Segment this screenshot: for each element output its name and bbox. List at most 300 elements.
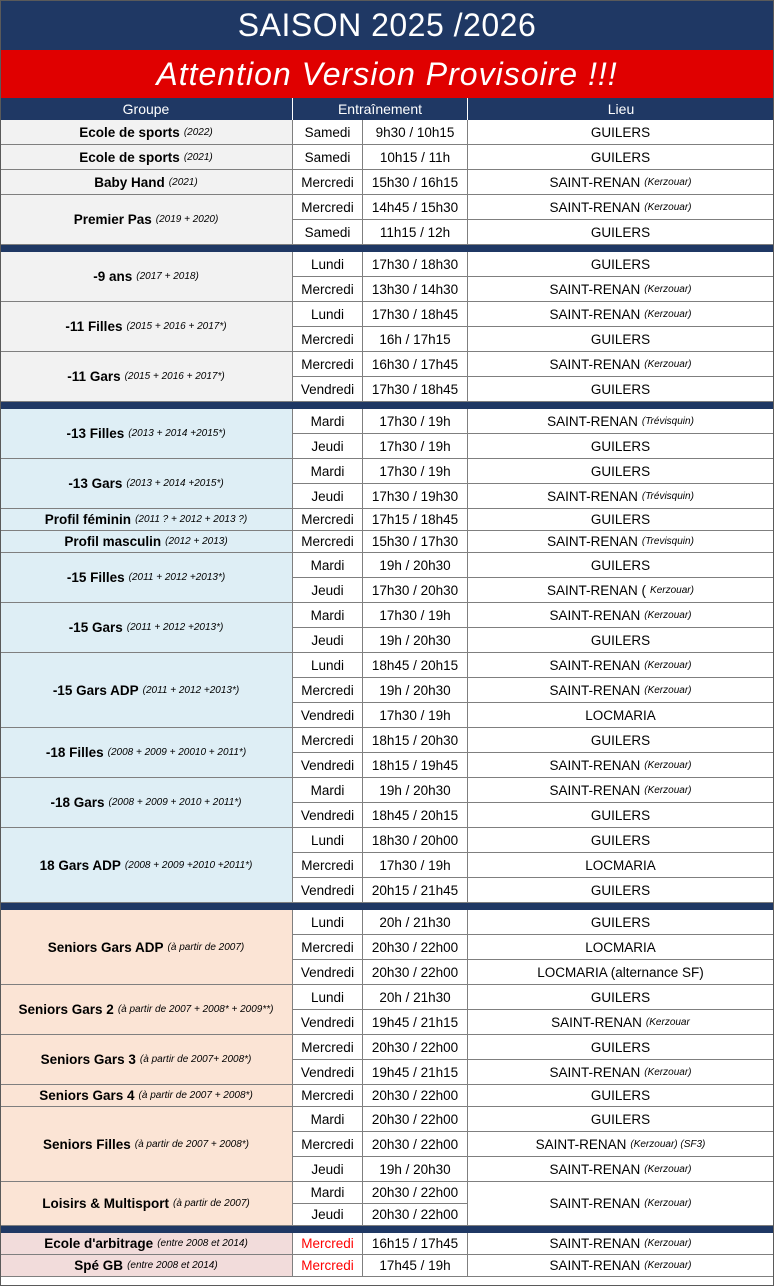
place-cell <box>468 1060 774 1085</box>
training-time: 20h30 / 22h00 <box>371 1136 459 1152</box>
place-detail-note: (Kerzouar) <box>644 684 692 696</box>
training-day: Samedi <box>304 224 351 240</box>
training-time: 18h45 / 20h15 <box>371 807 459 823</box>
training-time: 13h30 / 14h30 <box>371 281 459 297</box>
group-name: 18 Gars ADP <box>39 857 121 873</box>
training-day: Lundi <box>310 914 345 930</box>
training-day-cell <box>293 553 363 578</box>
place-name: SAINT-RENAN <box>535 1136 627 1152</box>
training-day-cell <box>293 578 363 603</box>
place-cell <box>468 778 774 803</box>
group-years-note: (2013 + 2014 +2015*) <box>126 478 224 489</box>
training-time: 18h30 / 20h00 <box>371 832 459 848</box>
training-time: 15h30 / 17h30 <box>371 534 459 549</box>
training-time-cell <box>363 170 468 195</box>
training-day: Mercredi <box>301 732 354 748</box>
place-cell <box>468 1132 774 1157</box>
group-name-cell <box>0 409 293 459</box>
training-time: 19h45 / 21h15 <box>371 1014 459 1030</box>
training-day-cell <box>293 803 363 828</box>
place-name: SAINT-RENAN <box>549 281 641 297</box>
column-header-place: Lieu <box>468 98 774 120</box>
place-cell <box>468 1233 774 1255</box>
place-cell <box>468 628 774 653</box>
training-time-cell <box>363 327 468 352</box>
group-years-note: (2008 + 2009 + 20010 + 2011*) <box>107 747 247 758</box>
place-name: SAINT-RENAN <box>549 1064 641 1080</box>
place-name: SAINT-RENAN <box>549 1258 641 1273</box>
training-day: Mercredi <box>301 1136 354 1152</box>
training-day: Mercredi <box>301 682 354 698</box>
training-day: Mercredi <box>301 1088 354 1103</box>
training-time: 17h15 / 18h45 <box>371 512 459 527</box>
group-years-note: (à partir de 2007 + 2008*) <box>138 1090 253 1101</box>
place-detail-note: (Kerzouar) (SF3) <box>630 1138 706 1150</box>
place-cell <box>468 484 774 509</box>
training-time: 16h / 17h15 <box>379 331 451 347</box>
training-time-cell <box>363 302 468 327</box>
training-day-cell <box>293 145 363 170</box>
place-name: SAINT-RENAN <box>549 757 641 773</box>
training-day-cell <box>293 1157 363 1182</box>
place-cell <box>468 828 774 853</box>
place-cell <box>468 1182 774 1226</box>
place-cell <box>468 252 774 277</box>
training-day: Jeudi <box>311 1161 344 1177</box>
place-name: GUILERS <box>590 807 651 823</box>
training-time-cell <box>363 377 468 402</box>
place-cell <box>468 302 774 327</box>
place-cell <box>468 277 774 302</box>
training-day-cell <box>293 728 363 753</box>
training-time: 17h30 / 19h <box>379 413 451 429</box>
place-name: GUILERS <box>590 732 651 748</box>
group-name: -15 Gars ADP <box>52 682 139 698</box>
training-time: 17h30 / 20h30 <box>371 582 459 598</box>
training-time-cell <box>363 1132 468 1157</box>
place-cell <box>468 578 774 603</box>
place-cell <box>468 853 774 878</box>
training-day: Mercredi <box>301 281 354 297</box>
place-name: GUILERS <box>590 149 651 165</box>
group-years-note: (à partir de 2007) <box>167 941 245 953</box>
group-years-note: (à partir de 2007) <box>173 1198 250 1209</box>
group-name-cell <box>0 1085 293 1107</box>
place-name: SAINT-RENAN <box>549 199 641 215</box>
place-name: SAINT-RENAN <box>547 488 638 504</box>
training-time: 17h30 / 18h45 <box>371 306 459 322</box>
place-name: GUILERS <box>590 463 651 479</box>
training-time-cell <box>363 1085 468 1107</box>
section-separator <box>0 402 774 409</box>
place-detail-note: (Kerzouar) <box>644 1163 692 1175</box>
training-time: 20h30 / 22h00 <box>371 939 459 955</box>
training-time: 10h15 / 11h <box>379 149 451 165</box>
training-time: 20h30 / 22h00 <box>371 1039 459 1055</box>
place-cell <box>468 1255 774 1277</box>
place-detail-note: (Trévisquin) <box>641 490 694 502</box>
place-cell <box>468 459 774 484</box>
place-name: SAINT-RENAN <box>549 1196 641 1211</box>
place-cell <box>468 1085 774 1107</box>
group-name: -18 Filles <box>45 745 104 760</box>
training-day: Jeudi <box>311 1207 344 1222</box>
group-name: -11 Filles <box>65 319 123 334</box>
training-time-cell <box>363 509 468 531</box>
place-name: GUILERS <box>590 1088 651 1103</box>
group-years-note: (2022) <box>183 126 213 138</box>
training-day-cell <box>293 220 363 245</box>
place-detail-note: (Kerzouar) <box>644 1260 692 1271</box>
place-name: SAINT-RENAN <box>549 607 641 623</box>
training-time: 20h15 / 21h45 <box>371 882 459 898</box>
place-cell <box>468 1010 774 1035</box>
column-header-group: Groupe <box>0 98 293 120</box>
group-name: -15 Filles <box>66 570 125 585</box>
training-day: Vendredi <box>300 807 355 823</box>
training-time-cell <box>363 778 468 803</box>
training-day: Mardi <box>310 557 345 573</box>
training-day-cell <box>293 327 363 352</box>
group-name-cell <box>0 778 293 828</box>
training-time-cell <box>363 910 468 935</box>
training-day: Vendredi <box>300 882 355 898</box>
group-years-note: (2011 ? + 2012 + 2013 ?) <box>135 514 248 525</box>
training-time-cell <box>363 195 468 220</box>
training-day-cell <box>293 120 363 145</box>
training-day-cell <box>293 653 363 678</box>
training-day: Mardi <box>310 1185 345 1200</box>
training-time-cell <box>363 960 468 985</box>
training-time-cell <box>363 1010 468 1035</box>
group-name: Ecole d'arbitrage <box>44 1236 154 1251</box>
place-name: LOCMARIA <box>585 939 656 955</box>
training-day-cell <box>293 935 363 960</box>
place-detail-note: (Kerzouar) <box>644 1238 692 1249</box>
training-time: 17h30 / 19h30 <box>371 488 459 504</box>
place-cell <box>468 910 774 935</box>
training-time-cell <box>363 603 468 628</box>
place-name: GUILERS <box>590 438 651 454</box>
section-separator <box>0 903 774 910</box>
training-time-cell <box>363 1233 468 1255</box>
training-day-cell <box>293 678 363 703</box>
training-time-cell <box>363 1204 468 1226</box>
training-time: 19h45 / 21h15 <box>371 1064 459 1080</box>
training-time-cell <box>363 145 468 170</box>
training-time: 17h30 / 19h <box>379 607 451 623</box>
group-years-note: (2012 + 2013) <box>165 536 228 547</box>
training-day-cell <box>293 910 363 935</box>
place-name: GUILERS <box>590 331 651 347</box>
place-cell <box>468 327 774 352</box>
place-detail-note: (Kerzouar) <box>644 283 692 295</box>
training-time: 20h / 21h30 <box>379 914 451 930</box>
group-name-cell <box>0 1233 293 1255</box>
training-time: 20h30 / 22h00 <box>371 1111 459 1127</box>
training-day: Mardi <box>310 782 345 798</box>
group-name-cell <box>0 1255 293 1277</box>
place-name: GUILERS <box>590 1039 651 1055</box>
training-day-cell <box>293 1132 363 1157</box>
training-time-cell <box>363 728 468 753</box>
training-day: Mercredi <box>301 857 354 873</box>
training-time: 15h30 / 16h15 <box>371 174 459 190</box>
training-day: Samedi <box>304 124 351 140</box>
training-day: Mercredi <box>301 1258 354 1273</box>
group-name: -9 ans <box>93 269 133 284</box>
training-time-cell <box>363 409 468 434</box>
group-name: -15 Gars <box>68 620 123 635</box>
place-cell <box>468 220 774 245</box>
place-cell <box>468 678 774 703</box>
training-day-cell <box>293 1107 363 1132</box>
training-day: Vendredi <box>300 381 355 397</box>
group-name-cell <box>0 985 293 1035</box>
training-day-cell <box>293 985 363 1010</box>
group-name: Seniors Gars 3 <box>40 1052 136 1067</box>
training-time: 20h30 / 22h00 <box>371 964 459 980</box>
group-name: Spé GB <box>74 1258 124 1273</box>
group-name-cell <box>0 302 293 352</box>
group-years-note: (2015 + 2016 + 2017*) <box>126 321 227 332</box>
place-cell <box>468 603 774 628</box>
training-time-cell <box>363 120 468 145</box>
group-years-note: (entre 2008 et 2014) <box>157 1238 248 1249</box>
training-day-cell <box>293 509 363 531</box>
training-day: Mercredi <box>301 174 354 190</box>
place-detail-note: (Kerzouar) <box>644 659 692 671</box>
training-time: 17h30 / 18h45 <box>371 381 459 397</box>
training-time: 17h45 / 19h <box>379 1258 451 1273</box>
training-day: Jeudi <box>311 438 344 454</box>
place-detail-note: (Kerzouar) <box>644 1198 692 1209</box>
column-header-training: Entraînement <box>293 98 468 120</box>
place-detail-note: (Trévisquin) <box>641 415 694 427</box>
group-name: -13 Filles <box>66 426 125 441</box>
training-day: Vendredi <box>300 964 355 980</box>
place-name: LOCMARIA <box>585 707 656 723</box>
training-day-cell <box>293 853 363 878</box>
training-time: 18h45 / 20h15 <box>371 657 459 673</box>
place-detail-note: (Kerzouar <box>645 1016 690 1028</box>
training-day: Vendredi <box>300 1064 355 1080</box>
place-cell <box>468 1035 774 1060</box>
place-detail-note: (Kerzouar) <box>644 176 692 188</box>
group-name-cell <box>0 531 293 553</box>
place-name: SAINT-RENAN <box>549 657 641 673</box>
training-day-cell <box>293 603 363 628</box>
training-day: Mardi <box>310 1111 345 1127</box>
group-years-note: (à partir de 2007 + 2008*) <box>134 1138 250 1150</box>
training-time-cell <box>363 753 468 778</box>
group-years-note: (2011 + 2012 +2013*) <box>142 684 240 696</box>
training-time-cell <box>363 878 468 903</box>
place-name: GUILERS <box>590 989 651 1005</box>
training-day: Mardi <box>310 463 345 479</box>
training-time-cell <box>363 653 468 678</box>
group-years-note: (2017 + 2018) <box>136 271 199 282</box>
place-name: SAINT-RENAN <box>549 782 641 798</box>
training-day-cell <box>293 302 363 327</box>
training-day: Jeudi <box>311 632 344 648</box>
season-title: SAISON 2025 /2026 <box>0 0 774 50</box>
place-name: SAINT-RENAN <box>549 1236 641 1251</box>
training-day-cell <box>293 531 363 553</box>
training-time-cell <box>363 531 468 553</box>
group-name: Seniors Filles <box>42 1136 131 1152</box>
group-name-cell <box>0 170 293 195</box>
place-detail-note: (Kerzouar) <box>644 201 692 213</box>
training-day-cell <box>293 195 363 220</box>
training-time-cell <box>363 352 468 377</box>
training-time: 14h45 / 15h30 <box>371 199 459 215</box>
place-cell <box>468 1157 774 1182</box>
place-name: LOCMARIA (alternance SF) <box>537 964 704 980</box>
training-day: Mardi <box>310 413 345 429</box>
training-time: 19h / 20h30 <box>379 557 451 573</box>
training-day-cell <box>293 1233 363 1255</box>
training-day: Mercredi <box>301 939 354 955</box>
group-years-note: (à partir de 2007 + 2008* + 2009**) <box>117 1004 274 1015</box>
place-cell <box>468 195 774 220</box>
group-name-cell <box>0 195 293 245</box>
training-day-cell <box>293 878 363 903</box>
place-cell <box>468 803 774 828</box>
place-cell <box>468 935 774 960</box>
training-day-cell <box>293 703 363 728</box>
training-day-cell <box>293 277 363 302</box>
group-name-cell <box>0 352 293 402</box>
group-name-cell <box>0 828 293 903</box>
training-day: Mercredi <box>301 356 354 372</box>
group-years-note: (à partir de 2007+ 2008*) <box>139 1054 252 1065</box>
group-name-cell <box>0 553 293 603</box>
training-day-cell <box>293 1060 363 1085</box>
training-time: 17h30 / 19h <box>379 438 451 454</box>
group-years-note: (2019 + 2020) <box>155 214 219 225</box>
place-name: SAINT-RENAN <box>547 413 638 429</box>
place-name: GUILERS <box>590 914 651 930</box>
provisional-warning-banner: Attention Version Provisoire !!! <box>0 50 774 98</box>
place-name: SAINT-RENAN <box>549 682 641 698</box>
section-separator <box>0 245 774 252</box>
place-cell <box>468 531 774 553</box>
place-cell <box>468 553 774 578</box>
group-name: Profil féminin <box>44 512 132 527</box>
place-name: GUILERS <box>590 632 651 648</box>
group-years-note: (2021) <box>168 176 198 188</box>
group-name: Baby Hand <box>94 174 165 190</box>
group-name-cell <box>0 910 293 985</box>
place-cell <box>468 1107 774 1132</box>
place-cell <box>468 753 774 778</box>
training-time: 20h30 / 22h00 <box>371 1088 459 1103</box>
place-name: LOCMARIA <box>585 857 656 873</box>
training-time-cell <box>363 578 468 603</box>
place-name: GUILERS <box>590 256 651 272</box>
group-name: -13 Gars <box>68 476 123 491</box>
training-time-cell <box>363 277 468 302</box>
place-cell <box>468 728 774 753</box>
training-time: 20h30 / 22h00 <box>371 1207 459 1222</box>
training-day-cell <box>293 459 363 484</box>
place-cell <box>468 377 774 402</box>
group-name-cell <box>0 145 293 170</box>
training-day: Jeudi <box>311 488 344 504</box>
training-time: 16h30 / 17h45 <box>371 356 459 372</box>
training-time: 18h15 / 19h45 <box>371 757 459 773</box>
training-time-cell <box>363 985 468 1010</box>
training-time-cell <box>363 678 468 703</box>
training-time-cell <box>363 803 468 828</box>
training-time-cell <box>363 853 468 878</box>
training-day: Mercredi <box>301 534 354 549</box>
place-detail-note: (Kerzouar) <box>644 308 692 320</box>
training-day: Lundi <box>310 989 345 1005</box>
training-time: 19h / 20h30 <box>379 1161 451 1177</box>
place-name: GUILERS <box>590 832 651 848</box>
place-detail-note: Kerzouar) <box>650 584 694 596</box>
training-time: 18h15 / 20h30 <box>371 732 459 748</box>
training-time-cell <box>363 828 468 853</box>
place-detail-note: (Kerzouar) <box>644 358 692 370</box>
place-name: GUILERS <box>590 557 651 573</box>
training-day: Mercredi <box>301 512 354 527</box>
group-name: Profil masculin <box>64 534 162 549</box>
training-day: Mercredi <box>301 331 354 347</box>
place-cell <box>468 703 774 728</box>
training-time-cell <box>363 1182 468 1204</box>
training-day-cell <box>293 352 363 377</box>
group-name: Ecole de sports <box>79 124 180 140</box>
training-day-cell <box>293 484 363 509</box>
group-years-note: (2011 + 2012 +2013*) <box>128 572 226 583</box>
place-cell <box>468 985 774 1010</box>
training-time-cell <box>363 628 468 653</box>
training-day: Lundi <box>310 832 345 848</box>
group-name-cell <box>0 459 293 509</box>
group-years-note: (2013 + 2014 +2015*) <box>128 428 226 439</box>
training-day-cell <box>293 170 363 195</box>
group-name: -18 Gars <box>50 795 105 810</box>
training-time-cell <box>363 1060 468 1085</box>
training-time-cell <box>363 703 468 728</box>
training-day-cell <box>293 1035 363 1060</box>
training-time: 20h30 / 22h00 <box>371 1185 459 1200</box>
training-day-cell <box>293 409 363 434</box>
training-day-cell <box>293 778 363 803</box>
place-cell <box>468 145 774 170</box>
group-years-note: (2021) <box>183 151 213 163</box>
training-day: Jeudi <box>311 582 344 598</box>
group-years-note: (entre 2008 et 2014) <box>127 1260 218 1271</box>
training-day: Vendredi <box>300 707 355 723</box>
group-name-cell <box>0 120 293 145</box>
training-day: Lundi <box>310 657 345 673</box>
training-day-cell <box>293 960 363 985</box>
group-years-note: (2008 + 2009 +2010 +2011*) <box>124 859 253 871</box>
group-name: Ecole de sports <box>79 149 180 165</box>
group-name: -11 Gars <box>67 369 121 384</box>
group-name: Premier Pas <box>73 212 152 227</box>
training-time: 16h15 / 17h45 <box>371 1236 459 1251</box>
training-time-cell <box>363 1035 468 1060</box>
training-day-cell <box>293 434 363 459</box>
place-cell <box>468 960 774 985</box>
place-detail-note: (Kerzouar) <box>644 609 692 621</box>
training-day-cell <box>293 1255 363 1277</box>
